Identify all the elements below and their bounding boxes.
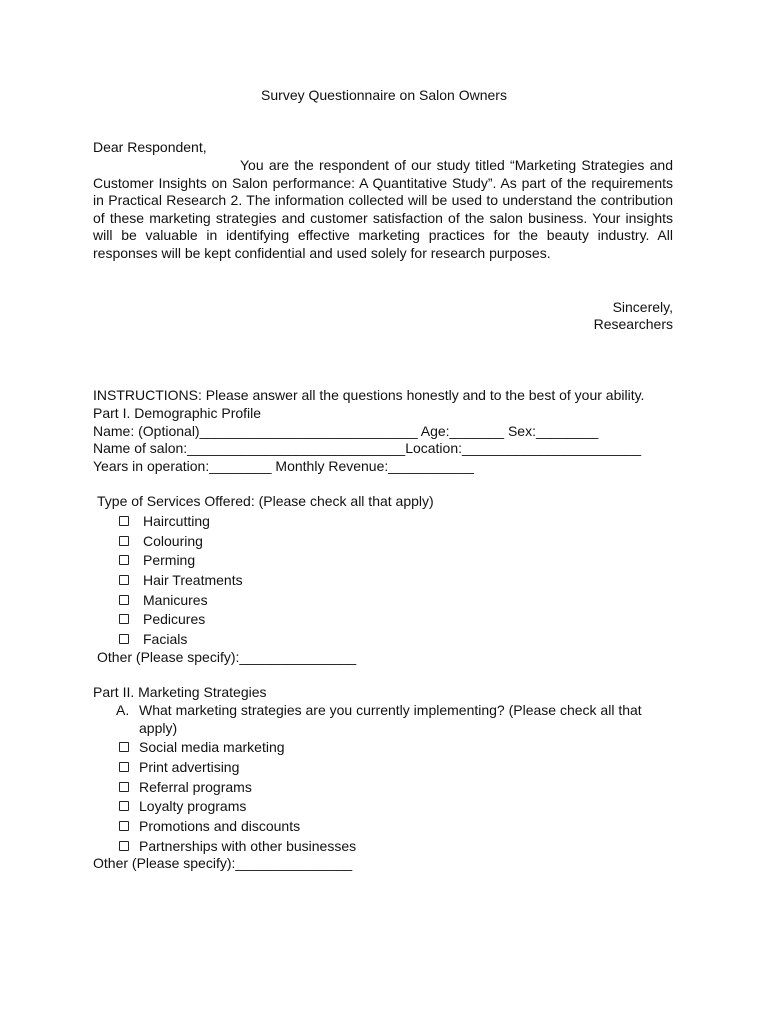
service-label: Pedicures — [143, 611, 206, 627]
name-field[interactable]: ____________________________ — [199, 423, 418, 439]
age-label: Age: — [420, 423, 450, 439]
strategy-label: Referral programs — [139, 779, 252, 795]
services-other-field[interactable]: _______________ — [239, 649, 357, 665]
strategy-label: Social media marketing — [139, 739, 285, 755]
service-label: Colouring — [143, 533, 203, 549]
part2-heading: Part II. Marketing Strategies — [93, 684, 267, 700]
service-label: Hair Treatments — [143, 572, 243, 588]
name-age-sex-row — [93, 423, 598, 440]
strategy-label: Promotions and discounts — [139, 818, 301, 834]
strategies-other-label: Other (Please specify): — [93, 855, 236, 871]
service-label: Manicures — [143, 592, 208, 608]
services-other-row — [97, 649, 356, 666]
service-checkbox[interactable] — [119, 595, 129, 605]
strategy-checkbox[interactable] — [119, 782, 129, 792]
closing: Sincerely, — [612, 299, 673, 315]
location-field[interactable]: _______________________ — [462, 440, 642, 456]
intro-paragraph — [93, 157, 673, 263]
service-label: Perming — [143, 552, 196, 568]
document-title: Survey Questionnaire on Salon Owners — [261, 87, 507, 103]
salutation: Dear Respondent, — [93, 139, 207, 155]
revenue-field[interactable]: ___________ — [388, 458, 474, 474]
service-label: Facials — [143, 631, 188, 647]
strategy-label: Loyalty programs — [139, 798, 247, 814]
services-question: Type of Services Offered: (Please check all that apply) — [97, 493, 434, 509]
service-checkbox[interactable] — [119, 555, 129, 565]
strategy-label: Partnerships with other businesses — [139, 838, 357, 854]
signature: Researchers — [593, 316, 673, 332]
service-label: Haircutting — [143, 513, 210, 529]
service-checkbox[interactable] — [119, 634, 129, 644]
intro-text: You are the respondent of our study titled “Marketing Strategies and Customer Insights on Salon performance: A Quantitative Study”. As part of the requirements in Practical Research 2. The information collected will be used to understand the contribution of these marketing strategies and customer satisfaction of the salon business. Your insights will be valuable in identifying effective marketing practices for the beauty industry. All responses will be kept confidential and used solely for research purposes. — [93, 157, 673, 261]
strategies-other-field[interactable]: _______________ — [235, 855, 353, 871]
salon-name-field[interactable]: ____________________________ — [187, 440, 406, 456]
strategy-checkbox[interactable] — [119, 742, 129, 752]
part1-heading: Part I. Demographic Profile — [93, 405, 262, 421]
question-text-line2: apply) — [139, 720, 178, 736]
sex-field[interactable]: ________ — [535, 423, 599, 439]
sex-label: Sex: — [507, 423, 536, 439]
strategy-checkbox[interactable] — [119, 821, 129, 831]
strategy-checkbox[interactable] — [119, 762, 129, 772]
instructions: INSTRUCTIONS: Please answer all the questions honestly and to the best of your ability. — [93, 387, 645, 403]
service-checkbox[interactable] — [119, 516, 129, 526]
strategies-other-row — [93, 855, 352, 872]
strategy-checkbox[interactable] — [119, 841, 129, 851]
age-field[interactable]: _______ — [449, 423, 505, 439]
years-field[interactable]: ________ — [209, 458, 272, 474]
years-revenue-row — [93, 458, 474, 475]
service-checkbox[interactable] — [119, 575, 129, 585]
service-checkbox[interactable] — [119, 536, 129, 546]
strategy-checkbox[interactable] — [119, 801, 129, 811]
question-text-line1: What marketing strategies are you currently implementing? (Please check all that — [139, 702, 642, 718]
name-label: Name: (Optional) — [93, 423, 200, 439]
years-label: Years in operation: — [93, 458, 210, 474]
location-label: Location: — [405, 440, 463, 456]
question-marker: A. — [116, 702, 130, 718]
strategy-label: Print advertising — [139, 759, 240, 775]
services-other-label: Other (Please specify): — [97, 649, 240, 665]
service-checkbox[interactable] — [119, 614, 129, 624]
salon-location-row — [93, 440, 641, 457]
salon-name-label: Name of salon: — [93, 440, 188, 456]
revenue-label: Monthly Revenue: — [275, 458, 389, 474]
